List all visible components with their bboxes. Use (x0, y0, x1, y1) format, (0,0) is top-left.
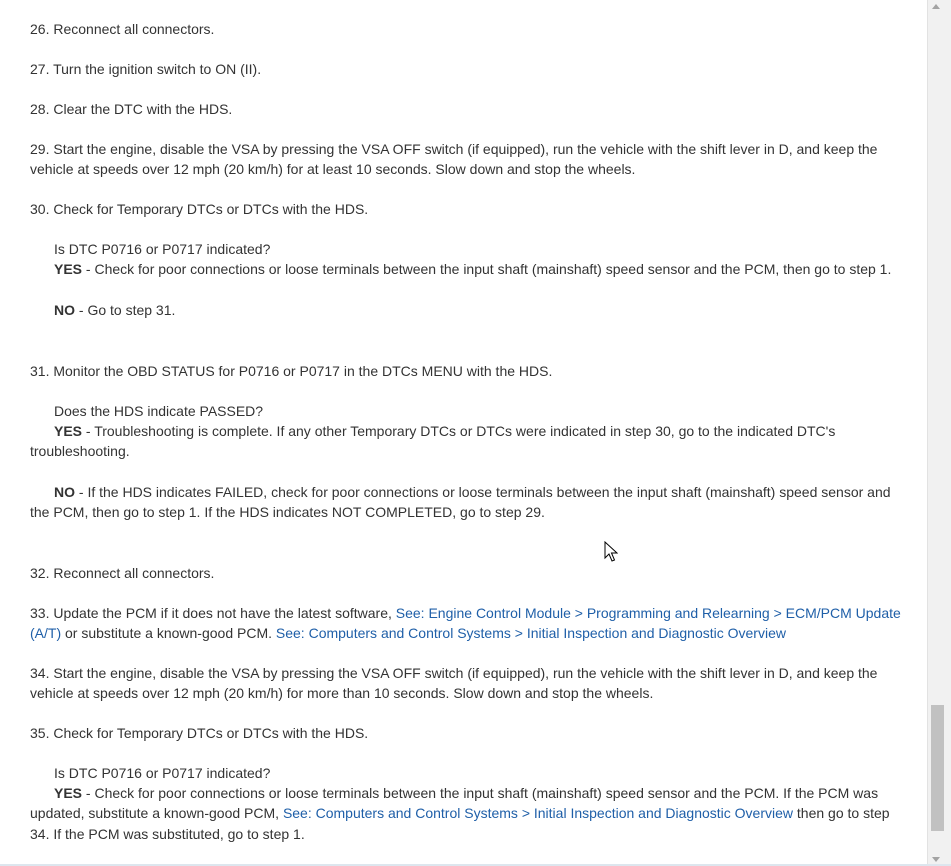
step-29: 29. Start the engine, disable the VSA by pressing the VSA OFF switch (if equipped), run the vehicle with the shift lever in D, and keep the vehicle at speeds over 12 mph (20 km/h) for at least 10 seconds. Slow down and stop the wheels. (30, 141, 878, 178)
initial-inspection-link[interactable]: See: Computers and Control Systems > Initial Inspection and Diagnostic Overview (282, 805, 794, 822)
no-label: NO (54, 302, 75, 318)
step-35-yes (30, 783, 904, 844)
yes-label: YES (54, 785, 83, 801)
step-26: 26. Reconnect all connectors. (30, 21, 215, 37)
yes-text-2: then go to step 34. If the PCM was substituted, go to step 1. (30, 805, 890, 842)
step-32: 32. Reconnect all connectors. (30, 565, 215, 581)
step-31-yes (30, 421, 900, 462)
step-30-question: Is DTC P0716 or P0717 indicated? (54, 241, 271, 257)
step-33-text: 33. Update the PCM if it does not have the latest software, (30, 605, 396, 621)
yes-label: YES (54, 423, 83, 439)
step-35-question: Is DTC P0716 or P0717 indicated? (54, 765, 271, 781)
step-31-question: Does the HDS indicate PASSED? (54, 403, 264, 419)
step-31: 31. Monitor the OBD STATUS for P0716 or P0717 in the DTCs MENU with the HDS. (30, 363, 553, 379)
no-label: NO (54, 484, 75, 500)
step-30-yes (30, 259, 914, 279)
step-27: 27. Turn the ignition switch to ON (II). (30, 61, 262, 77)
yes-text: - Check for poor connections or loose terminals between the input shaft (mainshaft) speed sensor and the PCM. If the PCM was updated, substitute a known-good PCM, (30, 785, 879, 822)
step-30-no (30, 300, 175, 320)
no-text: - If the HDS indicates FAILED, check for poor connections or loose terminals between the input shaft (mainshaft) speed sensor and the PCM, then go to step 1. If the HDS indicates NOT COMPLETED, go to step 29. (30, 484, 891, 521)
no-text: - Go to step 31. (75, 302, 176, 318)
step-31-no (30, 482, 904, 523)
step-35: 35. Check for Temporary DTCs or DTCs with the HDS. (30, 725, 369, 741)
yes-label: YES (54, 261, 83, 277)
step-34: 34. Start the engine, disable the VSA by pressing the VSA OFF switch (if equipped), run the vehicle with the shift lever in D, and keep the vehicle at speeds over 12 mph (20 km/h) for more than 10 seconds. Slow down and stop the wheels. (30, 665, 878, 702)
vertical-scrollbar[interactable] (927, 0, 951, 866)
step-33-text-2: or substitute a known-good PCM. (61, 625, 276, 642)
yes-text: - Check for poor connections or loose terminals between the input shaft (mainshaft) speed sensor and the PCM, then go to step 1. (82, 261, 892, 277)
step-30: 30. Check for Temporary DTCs or DTCs with the HDS. (30, 201, 369, 217)
scroll-up-arrow-icon[interactable] (932, 4, 940, 9)
step-28: 28. Clear the DTC with the HDS. (30, 101, 233, 117)
step-33 (30, 603, 904, 644)
initial-inspection-link[interactable]: See: Computers and Control Systems > Initial Inspection and Diagnostic Overview (275, 625, 786, 642)
ecm-pcm-update-link[interactable]: See: Engine Control Module > Programming and Relearning > ECM/PCM Update (A/T) (30, 605, 901, 642)
scroll-thumb[interactable] (931, 705, 944, 831)
yes-text: - Troubleshooting is complete. If any other Temporary DTCs or DTCs were indicated in step 30, go to the indicated DTC's troubleshooting. (30, 423, 836, 460)
mouse-cursor-icon (604, 541, 618, 563)
scroll-down-arrow-icon[interactable] (932, 857, 940, 862)
